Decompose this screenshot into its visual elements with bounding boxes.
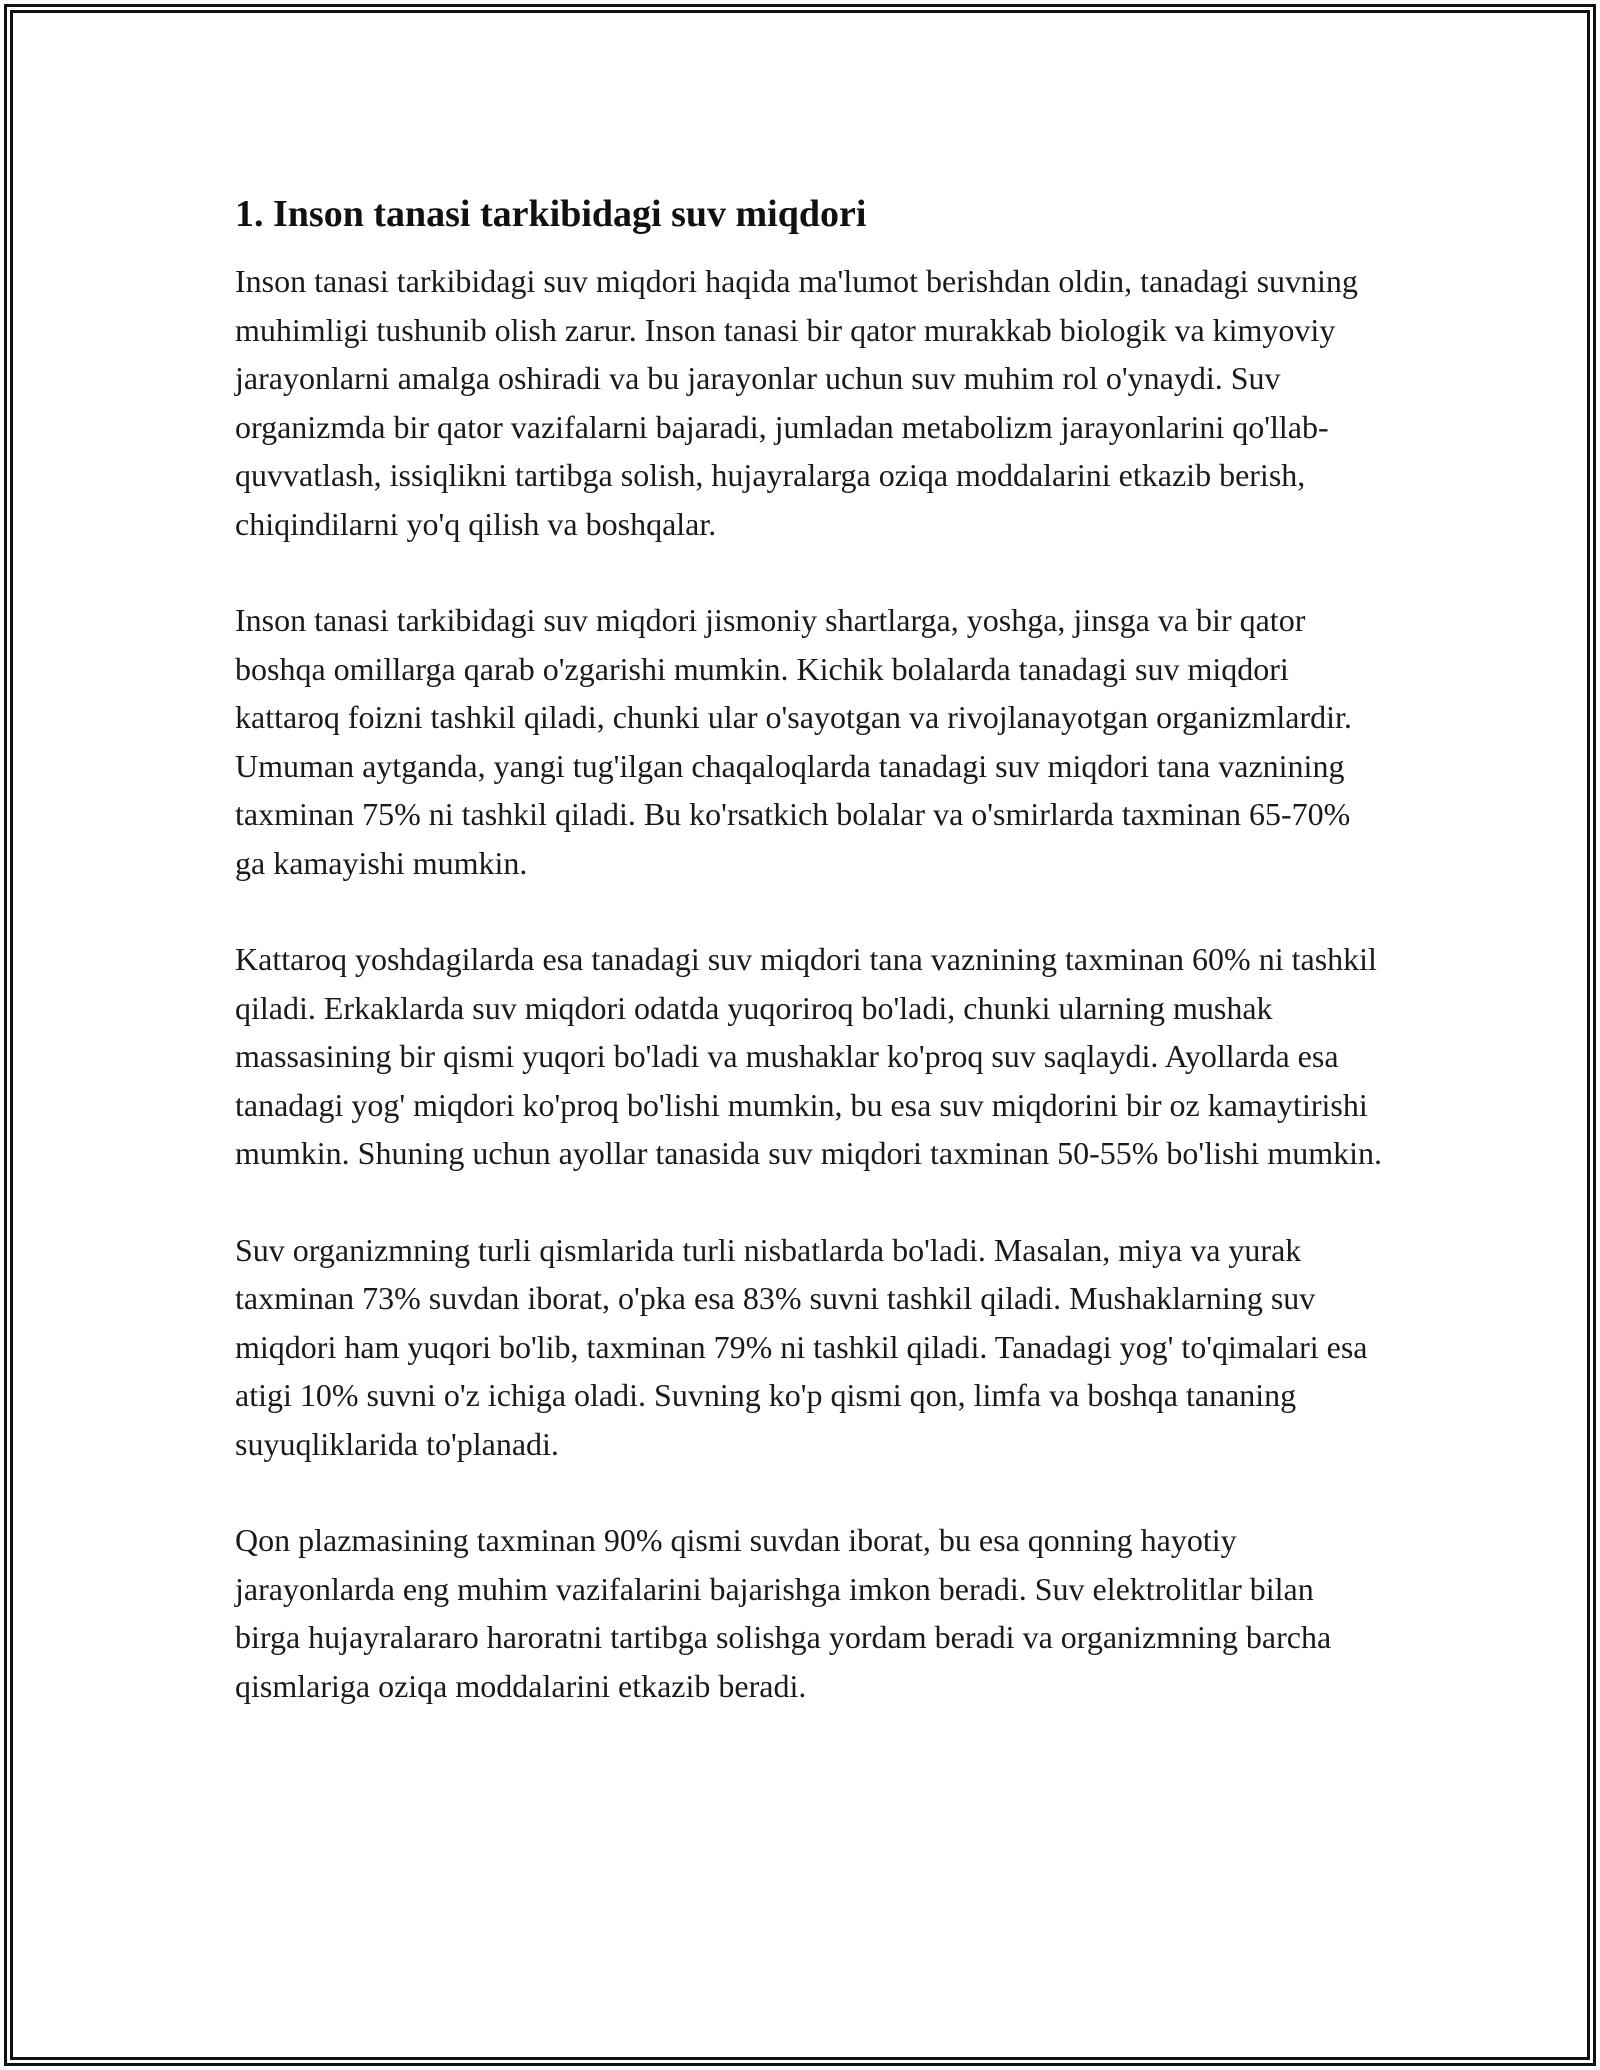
paragraph-4: Suv organizmning turli qismlarida turli nisbatlarda bo'ladi. Masalan, miya va yurak taxminan 73% suvdan iborat, o'pka esa 83% suvni tashkil qiladi. Mushaklarning suv miqdori ham yuqori bo'lib, taxminan 79% ni tashkil qiladi. Tanadagi yog' to'qimalari esa atigi 10% suvni o'z ichiga oladi. Suvning ko'p qismi qon, limfa va boshqa tananing suyuqliklarida to'planadi. <box>235 1231 1368 1462</box>
paragraph-1: Inson tanasi tarkibidagi suv miqdori haqida ma'lumot berishdan oldin, tanadagi suvning muhimligi tushunib olish zarur. Inson tanasi bir qator murakkab biologik va kimyoviy jarayonlarni amalga oshiradi va bu jarayonlar uchun suv muhim rol o'ynaydi. Suv organizmda bir qator vazifalarni bajaradi, jumladan metabolizm jarayonlarini qo'llab-quvvatlash, issiqlikni tartibga solish, hujayralarga oziqa moddalarini etkazib berish, chiqindilarni yo'q qilish va boshqalar. <box>235 263 1358 542</box>
document-body <box>235 188 1385 1710</box>
paragraph-5: Qon plazmasining taxminan 90% qismi suvdan iborat, bu esa qonning hayotiy jarayonlarda eng muhim vazifalarini bajarishga imkon beradi. Suv elektrolitlar bilan birga hujayralararo haroratni tartibga solishga yordam beradi va organizmning barcha qismlariga oziqa moddalarini etkazib beradi. <box>235 1522 1332 1704</box>
section-heading: 1. Inson tanasi tarkibidagi suv miqdori <box>235 193 867 235</box>
paragraph-3: Kattaroq yoshdagilarda esa tanadagi suv miqdori tana vaznining taxminan 60% ni tashkil qiladi. Erkaklarda suv miqdori odatda yuqoriroq bo'ladi, chunki ularning mushak massasining bir qismi yuqori bo'ladi va mushaklar ko'proq suv saqlaydi. Ayollarda esa tanadagi yog' miqdori ko'proq bo'lishi mumkin, bu esa suv miqdorini bir oz kamaytirishi mumkin. Shuning uchun ayollar tanasida suv miqdori taxminan 50-55% bo'lishi mumkin. <box>235 941 1382 1171</box>
paragraph-2: Inson tanasi tarkibidagi suv miqdori jismoniy shartlarga, yoshga, jinsga va bir qator boshqa omillarga qarab o'zgarishi mumkin. Kichik bolalarda tanadagi suv miqdori kattaroq foizni tashkil qiladi, chunki ular o'sayotgan va rivojlanayotgan organizmlardir. Umuman aytganda, yangi tug'ilgan chaqaloqlarda tanadagi suv miqdori tana vaznining taxminan 75% ni tashkil qiladi. Bu ko'rsatkich bolalar va o'smirlarda taxminan 65-70% ga kamayishi mumkin. <box>235 602 1352 881</box>
